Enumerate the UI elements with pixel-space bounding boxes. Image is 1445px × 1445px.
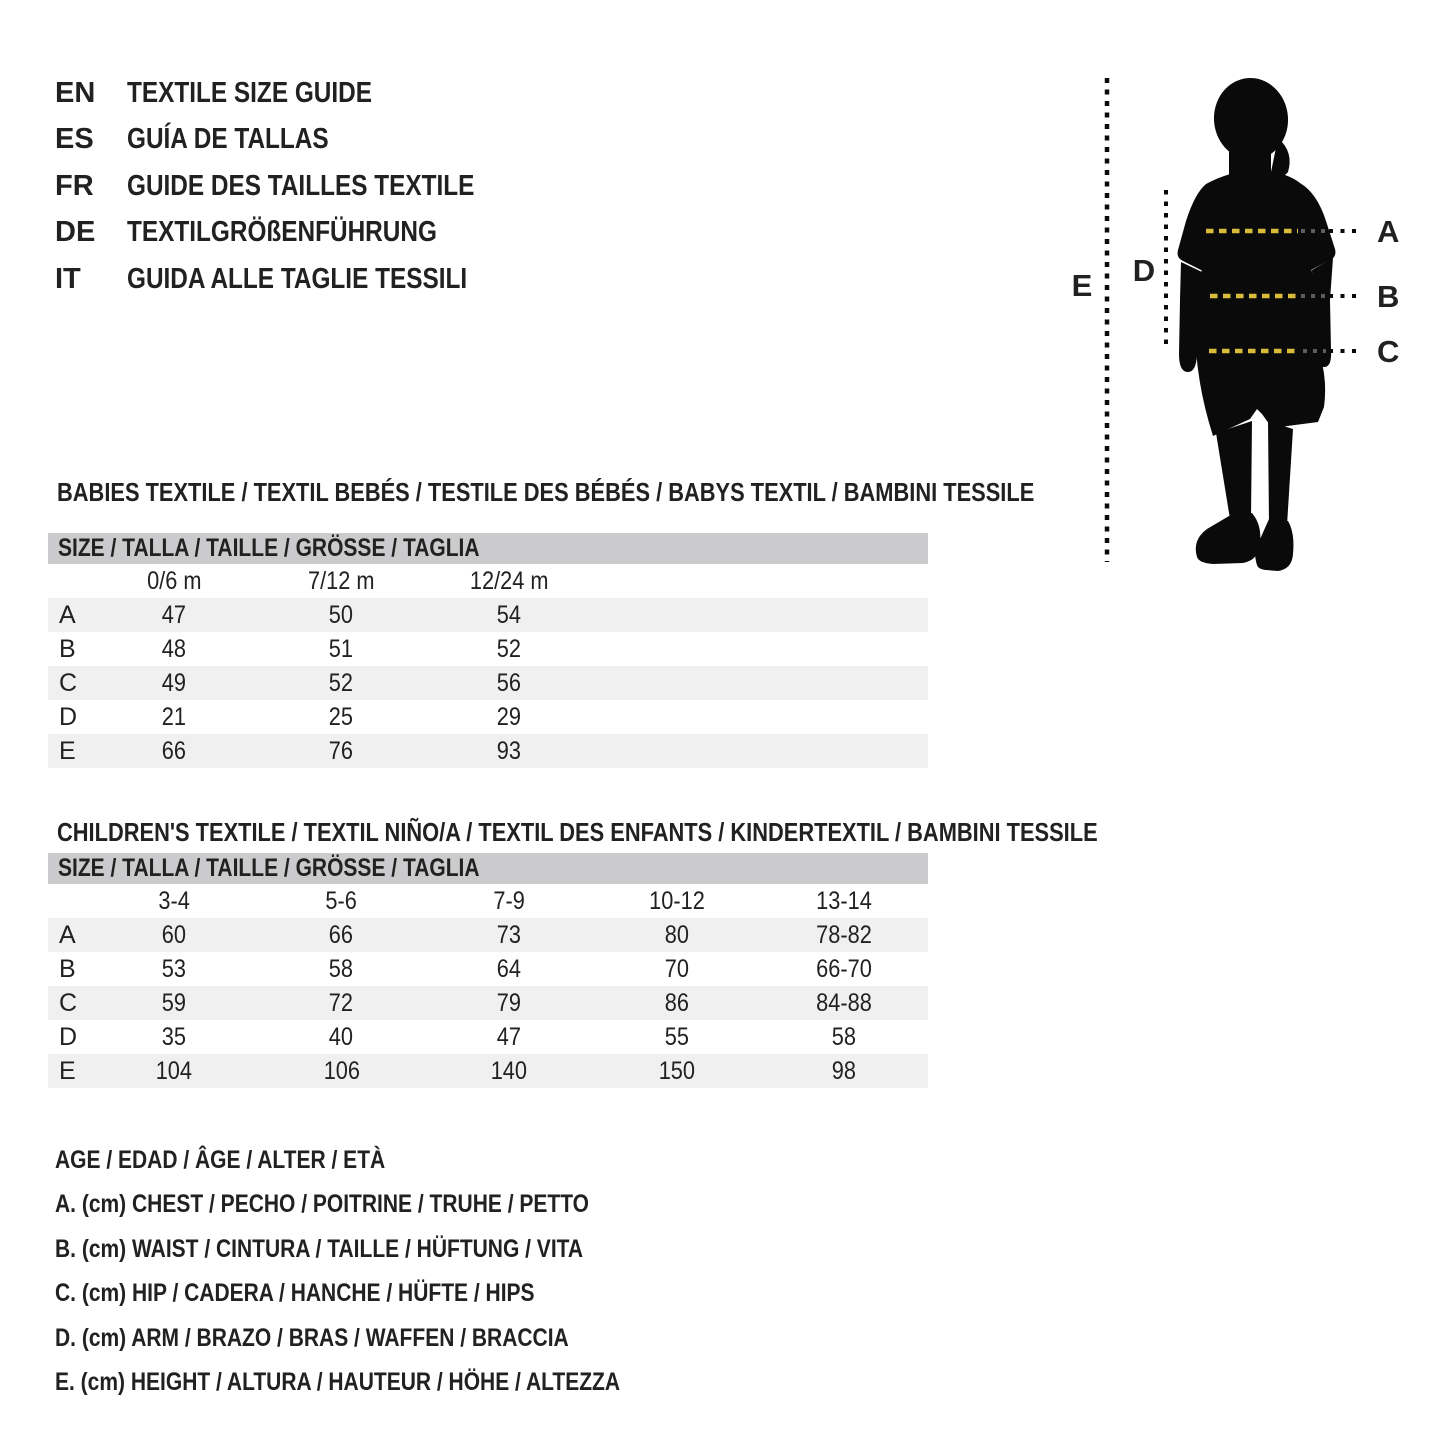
value-cell: 52 — [329, 668, 354, 697]
legend-line-waist: B. (cm) WAIST / CINTURA / TAILLE / HÜFTUNG / VITA — [55, 1234, 584, 1263]
value-cell: 72 — [329, 988, 354, 1017]
table-row — [48, 598, 928, 632]
row-label: D — [59, 702, 78, 731]
row-label: E — [59, 736, 76, 765]
value-cell: 48 — [161, 634, 186, 663]
figure-label-a: A — [1377, 214, 1400, 249]
lang-code: EN — [55, 76, 96, 109]
value-cell: 84-88 — [816, 988, 873, 1017]
lang-row-de — [55, 210, 541, 257]
measurement-figure — [1040, 60, 1445, 600]
column-header: 7-9 — [493, 886, 525, 915]
figure-label-c: C — [1377, 334, 1400, 369]
column-header: 7/12 m — [308, 566, 375, 595]
babies-column-headers — [48, 564, 928, 598]
figure-label-d: D — [1132, 253, 1156, 288]
value-cell: 104 — [155, 1056, 192, 1085]
value-cell: 73 — [496, 920, 522, 949]
lang-row-fr — [55, 163, 541, 210]
lang-code: IT — [55, 262, 81, 295]
row-label: C — [59, 988, 78, 1017]
language-title-block — [55, 70, 541, 303]
row-label: A — [59, 600, 76, 629]
value-cell: 25 — [329, 702, 354, 731]
value-cell: 66 — [329, 920, 354, 949]
children-column-headers — [48, 884, 928, 918]
value-cell: 64 — [496, 954, 522, 983]
legend-line-age: AGE / EDAD / ÂGE / ALTER / ETÀ — [55, 1145, 386, 1174]
row-label: B — [59, 954, 76, 983]
row-label: D — [59, 1022, 78, 1051]
children-size-table — [48, 853, 928, 1088]
lang-title: GUIDA ALLE TAGLIE TESSILI — [127, 262, 468, 295]
value-cell: 54 — [496, 600, 522, 629]
legend-line-chest: A. (cm) CHEST / PECHO / POITRINE / TRUHE / PETTO — [55, 1190, 590, 1219]
value-cell: 79 — [496, 988, 522, 1017]
value-cell: 56 — [496, 668, 522, 697]
table-row — [48, 700, 928, 734]
lang-code: DE — [55, 216, 96, 249]
row-label: C — [59, 668, 78, 697]
row-label: E — [59, 1056, 76, 1085]
legend-line-height: E. (cm) HEIGHT / ALTURA / HAUTEUR / HÖHE / ALTEZZA — [55, 1368, 621, 1397]
value-cell: 140 — [490, 1056, 528, 1085]
column-header: 12/24 m — [469, 566, 549, 595]
value-cell: 66 — [161, 736, 186, 765]
lang-title: GUIDE DES TAILLES TEXTILE — [127, 169, 475, 202]
value-cell: 51 — [329, 634, 354, 663]
lang-code: ES — [55, 123, 94, 156]
children-section-title: CHILDREN'S TEXTILE / TEXTIL NIÑO/A / TEXTIL DES ENFANTS / KINDERTEXTIL / BAMBINI TESSILE — [57, 817, 1098, 847]
value-cell: 53 — [161, 954, 186, 983]
value-cell: 76 — [329, 736, 354, 765]
figure-label-b: B — [1377, 279, 1400, 314]
value-cell: 106 — [323, 1056, 360, 1085]
table-row — [48, 1054, 928, 1088]
size-header-bar: SIZE / TALLA / TAILLE / GRÖSSE / TAGLIA — [48, 533, 928, 564]
value-cell: 21 — [161, 702, 186, 731]
row-label: A — [59, 920, 76, 949]
value-cell: 59 — [161, 988, 186, 1017]
column-header: 0/6 m — [146, 566, 201, 595]
lang-row-it — [55, 256, 541, 303]
table-row — [48, 1020, 928, 1054]
column-header: 5-6 — [325, 886, 358, 915]
table-row — [48, 986, 928, 1020]
value-cell: 60 — [161, 920, 186, 949]
value-cell: 29 — [496, 702, 522, 731]
value-cell: 80 — [664, 920, 689, 949]
value-cell: 55 — [664, 1022, 689, 1051]
measurement-legend — [55, 1138, 728, 1405]
column-header: 10-12 — [648, 886, 705, 915]
legend-line-hip: C. (cm) HIP / CADERA / HANCHE / HÜFTE / HIPS — [55, 1279, 535, 1308]
value-cell: 47 — [496, 1022, 522, 1051]
lang-title: TEXTILE SIZE GUIDE — [127, 76, 372, 109]
lang-code: FR — [55, 169, 94, 202]
value-cell: 66-70 — [816, 954, 873, 983]
value-cell: 49 — [161, 668, 186, 697]
table-row — [48, 632, 928, 666]
value-cell: 70 — [664, 954, 689, 983]
babies-size-table — [48, 533, 928, 768]
value-cell: 58 — [329, 954, 354, 983]
value-cell: 50 — [329, 600, 354, 629]
column-header: 13-14 — [816, 886, 873, 915]
column-header: 3-4 — [158, 886, 190, 915]
value-cell: 78-82 — [816, 920, 873, 949]
row-label: B — [59, 634, 76, 663]
legend-line-arm: D. (cm) ARM / BRAZO / BRAS / WAFFEN / BRACCIA — [55, 1323, 569, 1352]
lang-row-en — [55, 70, 541, 117]
babies-section-title: BABIES TEXTILE / TEXTIL BEBÉS / TESTILE DES BÉBÉS / BABYS TEXTIL / BAMBINI TESSILE — [57, 477, 1035, 507]
table-row — [48, 952, 928, 986]
lang-title: TEXTILGRÖßENFÜHRUNG — [127, 216, 437, 249]
value-cell: 40 — [329, 1022, 354, 1051]
value-cell: 86 — [664, 988, 689, 1017]
value-cell: 150 — [658, 1056, 695, 1085]
table-row — [48, 734, 928, 768]
value-cell: 58 — [832, 1022, 857, 1051]
figure-label-e: E — [1071, 268, 1093, 303]
value-cell: 35 — [161, 1022, 186, 1051]
value-cell: 98 — [832, 1056, 857, 1085]
value-cell: 52 — [496, 634, 522, 663]
value-cell: 93 — [496, 736, 522, 765]
value-cell: 47 — [161, 600, 186, 629]
size-header-bar: SIZE / TALLA / TAILLE / GRÖSSE / TAGLIA — [48, 853, 928, 884]
table-row — [48, 918, 928, 952]
lang-row-es — [55, 117, 541, 164]
table-row — [48, 666, 928, 700]
lang-title: GUÍA DE TALLAS — [127, 123, 329, 156]
